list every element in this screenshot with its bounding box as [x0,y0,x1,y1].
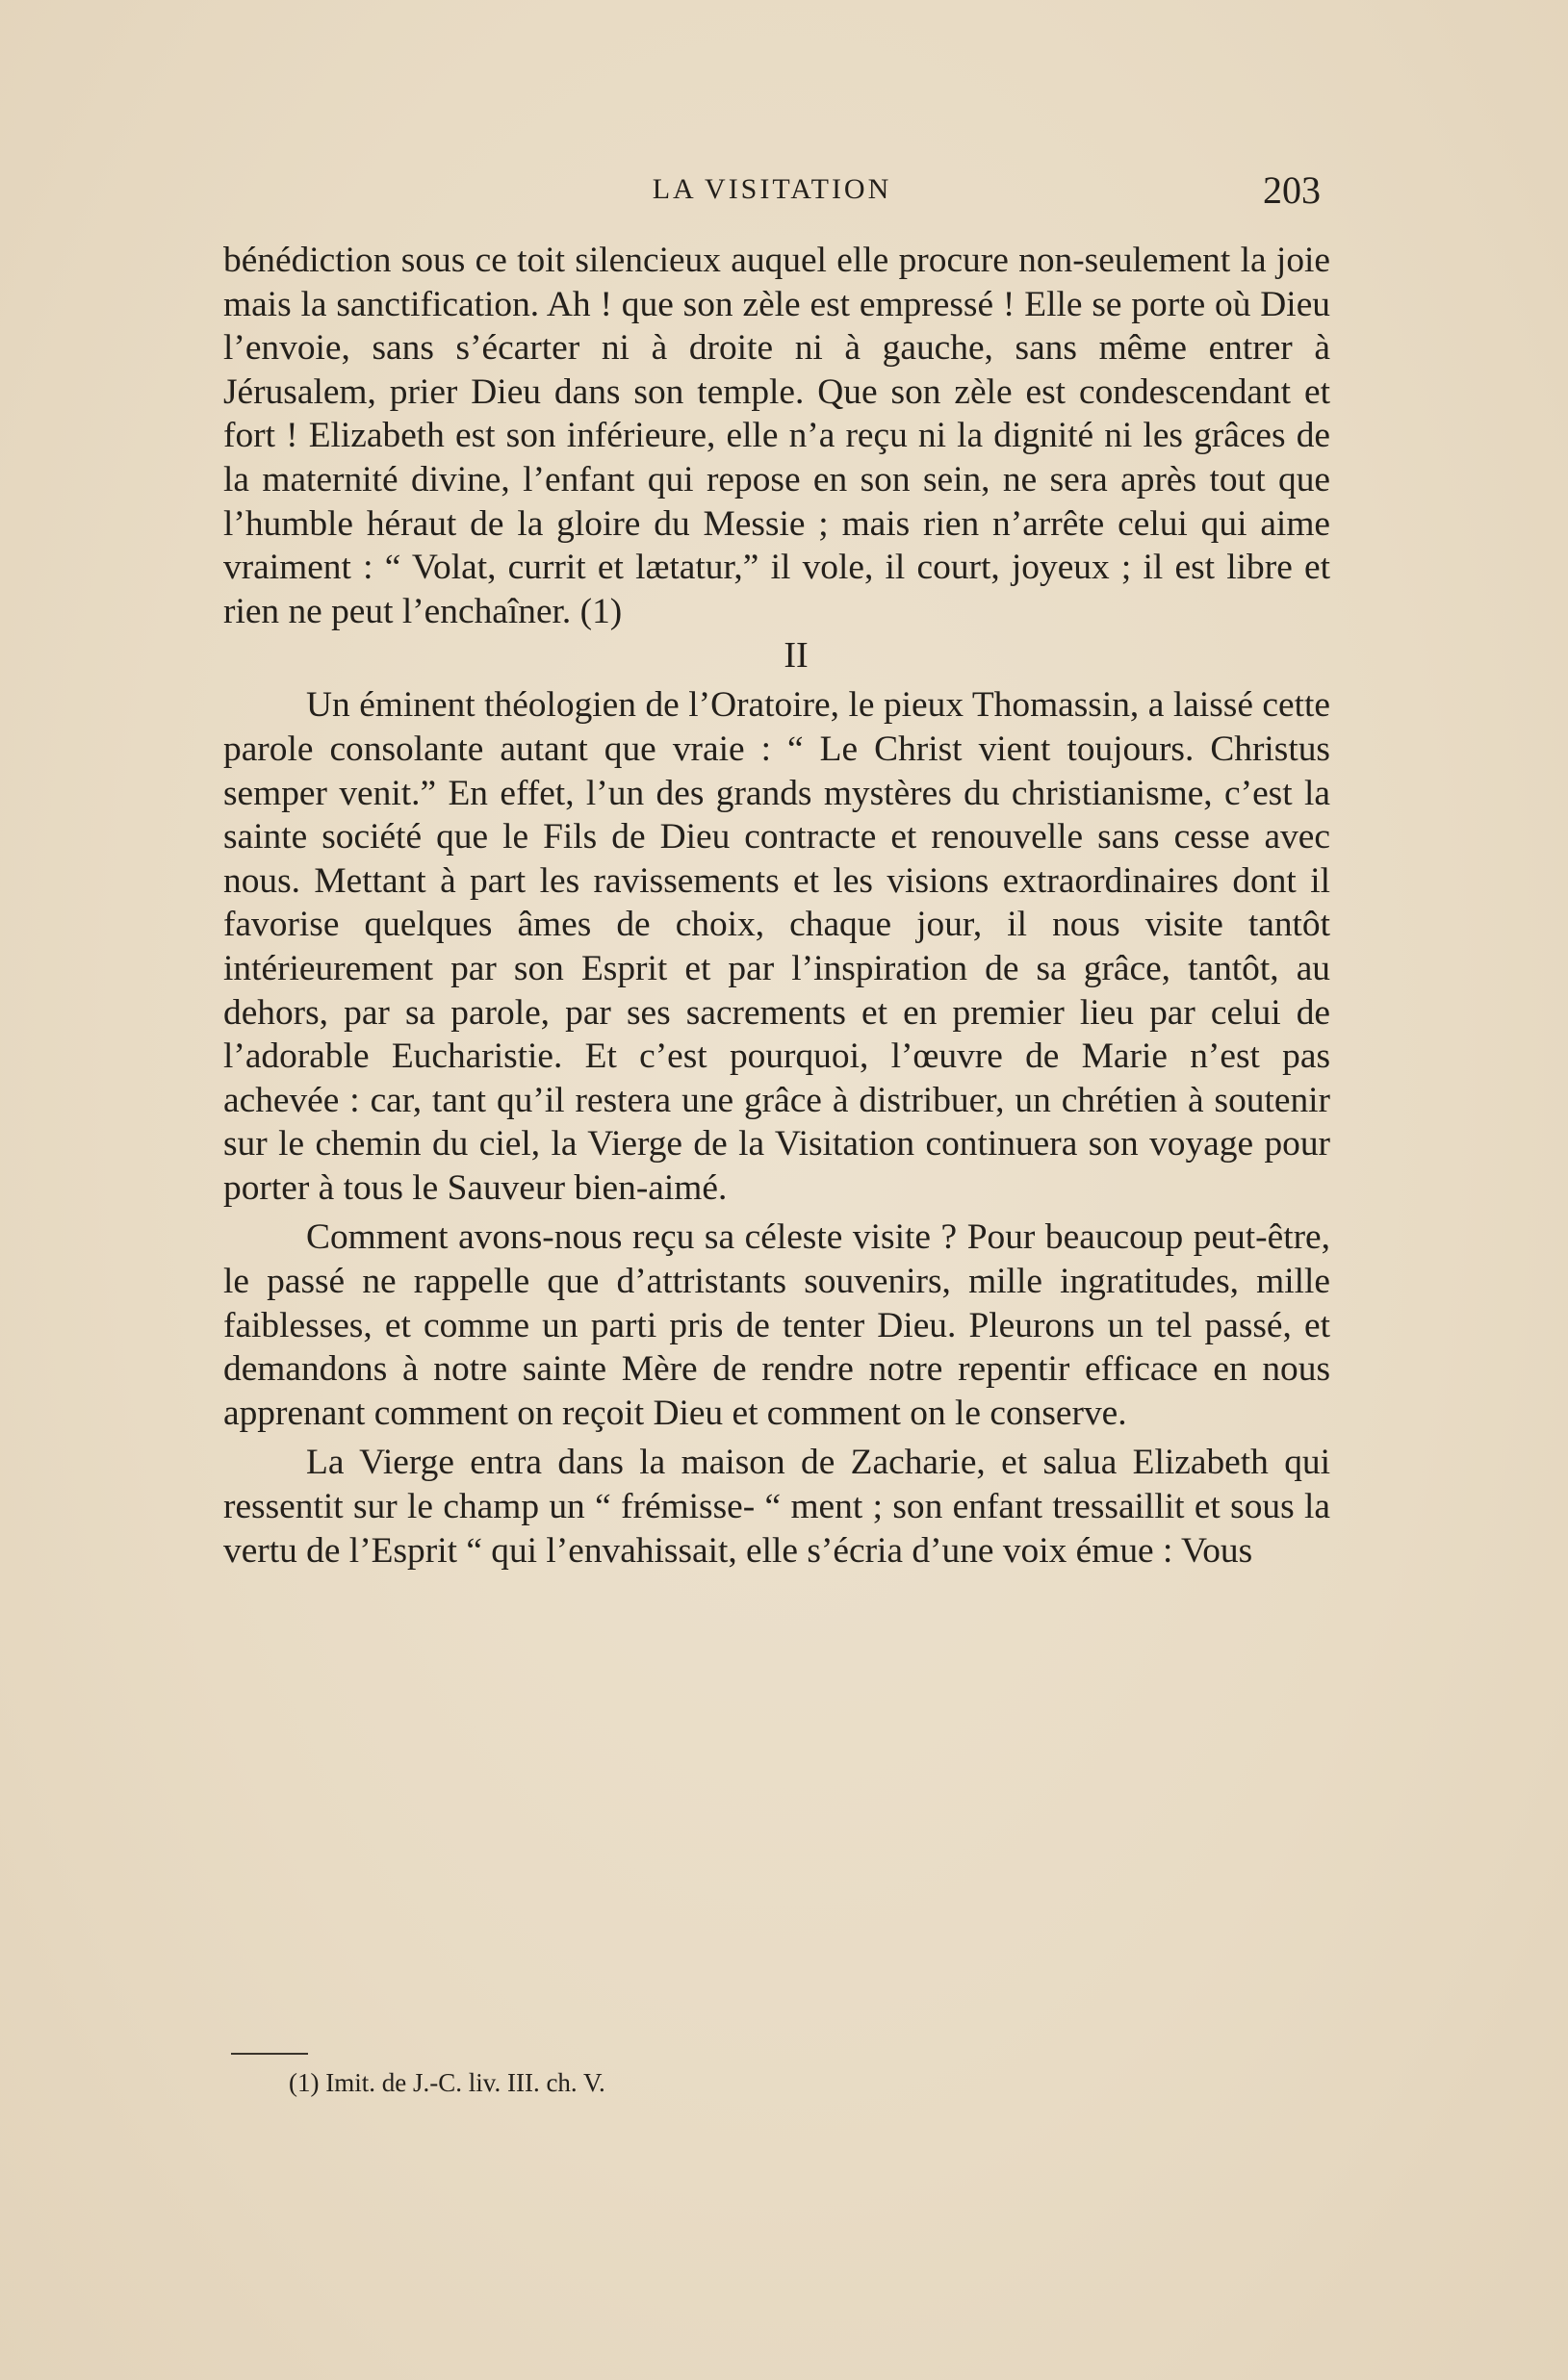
footnote-rule [231,2053,308,2055]
paragraph-3: Comment avons-nous reçu sa céleste visite ? Pour beaucoup peut-être, le passé ne rappelle que d’attristants souvenirs, mille ingratitudes, mille faiblesses, et comme un parti pris de tenter Dieu. Pleurons un tel passé, et demandons à notre sainte Mère de rendre notre repentir efficace en nous apprenant comment on reçoit Dieu et comment on le conserve. [223,1217,1330,1433]
paragraph-2: Un éminent théologien de l’Oratoire, le pieux Thomassin, a laissé cette parole consolante autant que vraie : “ Le Christ vient toujours. Christus semper venit.” En effet, l’un des grands mystères du christianisme, c’est la sainte société que le Fils de Dieu contracte et renouvelle sans cesse avec nous. Mettant à part les ravissements et les visions extraordinaires dont il favorise quelques âmes de choix, chaque jour, il nous visite tantôt intérieurement par son Esprit et par l’inspiration de sa grâce, tantôt, au dehors, par sa parole, par ses sacrements et en premier lieu par celui de l’adorable Eucharistie. Et c’est pourquoi, l’œuvre de Marie n’est pas achevée : car, tant qu’il restera une grâce à distribuer, un chrétien à soutenir sur le chemin du ciel, la Vierge de la Visitation continuera son voyage pour porter à tous le Sauveur bien-aimé. [223,685,1330,1208]
page-number: 203 [1263,168,1321,212]
running-head [223,168,1321,219]
paragraph-4: La Vierge entra dans la maison de Zacharie, et salua Elizabeth qui ressentit sur le champ un “ frémisse- “ ment ; son enfant tressaillit et sous la vertu de l’Esprit “ qui l’envahissait, elle s’écria d’une voix émue : Vous [223,1443,1330,1571]
footnote: (1) Imit. de J.-C. liv. III. ch. V. [289,2068,605,2097]
body-text [223,239,1330,1573]
section-number: II [784,635,809,677]
paragraph-1: bénédiction sous ce toit silencieux auquel elle procure non-seulement la joie mais la sanctification. Ah ! que son zèle est empressé ! Elle se porte où Dieu l’envoie, sans s’écarter ni à droite ni à gauche, sans même entrer à Jérusalem, prier Dieu dans son temple. Que son zèle est condescendant et fort ! Elizabeth est son inférieure, elle n’a reçu ni la dignité ni les grâces de la maternité divine, l’enfant qui repose en son sein, ne sera après tout que l’humble héraut de la gloire du Messie ; mais rien n’arrête celui qui aime vraiment : “ Volat, currit et lætatur,” il vole, il court, joyeux ; il est libre et rien ne peut l’enchaîner. (1) [223,241,1330,631]
running-title: LA VISITATION [652,173,892,205]
